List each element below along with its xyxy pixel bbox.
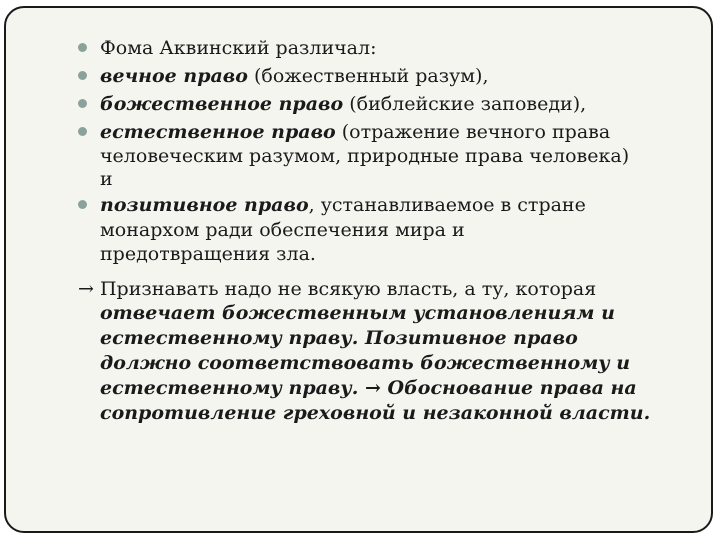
- term-eternal-law: вечное право: [100, 65, 248, 87]
- bullet-plain: Фома Аквинский различал:: [100, 37, 377, 59]
- term-positive-law: позитивное право: [100, 194, 309, 216]
- bullet-rest: , устанавливаемое в стране: [308, 194, 586, 216]
- bullet-dot: [78, 43, 87, 52]
- conclusion-emph: . Позитивное право: [351, 327, 578, 349]
- term-natural-law: естественное право: [100, 121, 336, 143]
- conclusion-line: отвечает божественным установлениям и: [100, 302, 615, 324]
- bullet-rest: (отражение вечного права: [335, 121, 611, 143]
- bullet-rest: (божественный разум),: [247, 65, 489, 87]
- bullet-text: [100, 64, 489, 88]
- bullet-text: [100, 193, 586, 217]
- bullet-continuation: монархом ради обеспечения мира и: [100, 219, 465, 241]
- bullet-text: [100, 120, 610, 144]
- conclusion-arrow-line: → Признавать надо не всякую власть, а ту, которая: [78, 278, 597, 300]
- bullet-dot: [78, 200, 87, 209]
- bullet-continuation: человеческим разумом, природные права человека): [100, 145, 630, 167]
- bullet-text: [100, 92, 586, 116]
- conclusion-emph: естественному праву: [100, 327, 352, 349]
- term-divine-law: божественное право: [100, 93, 344, 115]
- bullet-rest: (библейские заповеди),: [343, 93, 587, 115]
- bullet-text: [100, 36, 376, 60]
- bullet-dot: [78, 127, 87, 136]
- bullet-dot: [78, 71, 87, 80]
- conclusion-line: должно соответствовать божественному и: [100, 352, 631, 374]
- conclusion-line: сопротивление греховной и незаконной власти.: [100, 402, 651, 424]
- conclusion-line: [100, 326, 578, 350]
- conclusion-line: естественному праву. → Обоснование права на: [100, 377, 637, 399]
- bullet-dot: [78, 99, 87, 108]
- bullet-continuation: предотвращения зла.: [100, 243, 316, 265]
- bullet-continuation: и: [100, 168, 113, 190]
